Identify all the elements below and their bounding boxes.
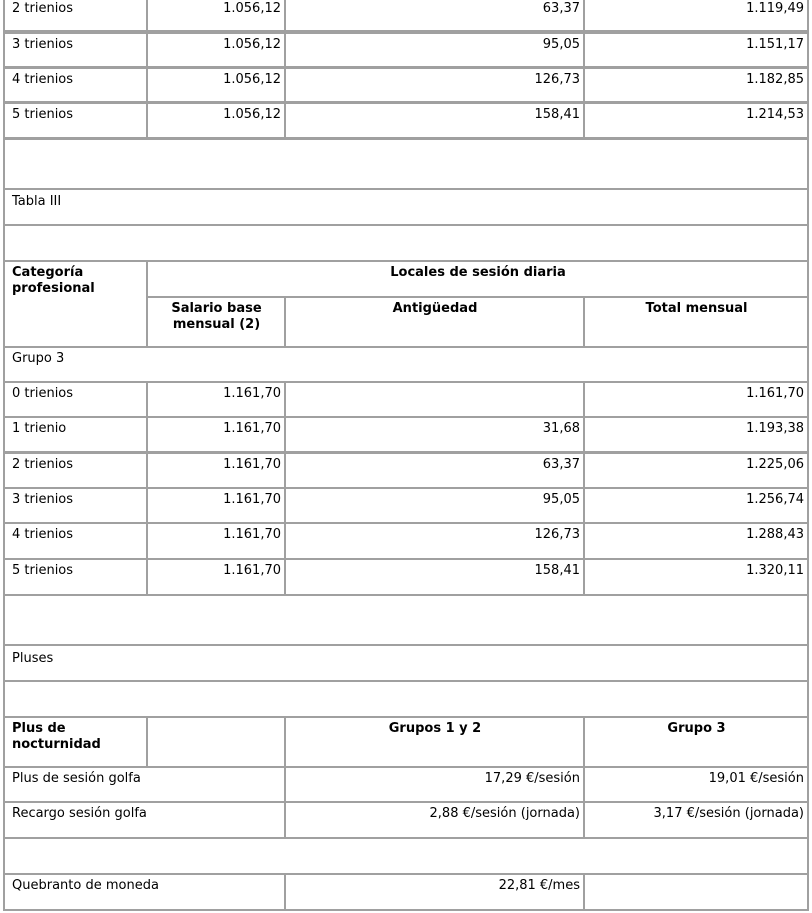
table-row [0, 381, 812, 418]
header-antiguedad: Antigüedad [284, 296, 585, 348]
empty-cell [3, 680, 809, 718]
row-label: Plus de sesión golfa [3, 766, 286, 803]
table-row [0, 0, 812, 32]
antiguedad-cell: 158,41 [284, 558, 585, 596]
salario-base-cell: 1.056,12 [146, 67, 286, 103]
total-cell: 1.256,74 [583, 487, 809, 524]
group-row [0, 346, 812, 383]
table-row [0, 416, 812, 453]
quebranto-label: Quebranto de moneda [3, 873, 286, 911]
table-row [0, 102, 812, 139]
table-row [0, 873, 812, 911]
total-cell: 1.161,70 [583, 381, 809, 418]
total-cell: 1.119,49 [583, 0, 809, 32]
table-row [0, 522, 812, 560]
antiguedad-cell [284, 381, 585, 418]
row-label: 2 trienios [3, 0, 148, 32]
antiguedad-cell: 158,41 [284, 102, 585, 139]
table-row [0, 801, 812, 839]
header-total-mensual: Total mensual [583, 296, 809, 348]
pluses-title: Pluses [3, 644, 809, 682]
table-header [0, 716, 812, 768]
salario-base-cell: 1.161,70 [146, 487, 286, 524]
empty-cell [146, 716, 286, 768]
row-label: Recargo sesión golfa [3, 801, 286, 839]
antiguedad-cell: 63,37 [284, 0, 585, 32]
salario-base-cell: 1.161,70 [146, 381, 286, 418]
row-label: 4 trienios [3, 522, 148, 560]
grupos-1-2-cell: 17,29 €/sesión [284, 766, 585, 803]
row-label: 3 trienios [3, 487, 148, 524]
total-cell: 1.182,85 [583, 67, 809, 103]
header-salario-base: Salario base mensual (2) [146, 296, 286, 348]
total-cell: 1.151,17 [583, 32, 809, 68]
antiguedad-cell: 95,05 [284, 32, 585, 68]
table-row [0, 67, 812, 103]
table-row [0, 766, 812, 803]
total-cell: 1.288,43 [583, 522, 809, 560]
spacer-row [0, 138, 812, 190]
header-locales-sesion-diaria: Locales de sesión diaria [146, 260, 809, 298]
grupo-3-cell: 19,01 €/sesión [583, 766, 809, 803]
antiguedad-cell: 31,68 [284, 416, 585, 453]
header-plus-nocturnidad: Plus de nocturnidad [3, 716, 148, 768]
salario-base-cell: 1.161,70 [146, 558, 286, 596]
empty-cell [3, 594, 809, 646]
grupos-1-2-cell: 2,88 €/sesión (jornada) [284, 801, 585, 839]
spacer-row [0, 837, 812, 875]
total-cell: 1.214,53 [583, 102, 809, 139]
antiguedad-cell: 95,05 [284, 487, 585, 524]
antiguedad-cell: 126,73 [284, 522, 585, 560]
empty-cell [583, 873, 809, 911]
row-label: 5 trienios [3, 558, 148, 596]
salario-base-cell: 1.161,70 [146, 452, 286, 489]
row-label: 1 trienio [3, 416, 148, 453]
empty-cell [3, 138, 809, 190]
spacer-row [0, 224, 812, 262]
row-label: 0 trienios [3, 381, 148, 418]
empty-cell [3, 224, 809, 262]
total-cell: 1.193,38 [583, 416, 809, 453]
table-row [0, 32, 812, 68]
tabla-iii-title: Tabla III [3, 188, 809, 226]
antiguedad-cell: 126,73 [284, 67, 585, 103]
grupo-3-cell: 3,17 €/sesión (jornada) [583, 801, 809, 839]
table-row [0, 558, 812, 596]
antiguedad-cell: 63,37 [284, 452, 585, 489]
salario-base-cell: 1.161,70 [146, 522, 286, 560]
section-title-row [0, 188, 812, 226]
salario-base-cell: 1.161,70 [146, 416, 286, 453]
salario-base-cell: 1.056,12 [146, 102, 286, 139]
table-header [0, 260, 812, 348]
total-cell: 1.225,06 [583, 452, 809, 489]
row-label: 4 trienios [3, 67, 148, 103]
table-row [0, 487, 812, 524]
row-label: 2 trienios [3, 452, 148, 489]
row-label: 5 trienios [3, 102, 148, 139]
salario-base-cell: 1.056,12 [146, 32, 286, 68]
table-row [0, 452, 812, 489]
header-grupos-1-2: Grupos 1 y 2 [284, 716, 585, 768]
total-cell: 1.320,11 [583, 558, 809, 596]
quebranto-value: 22,81 €/mes [284, 873, 585, 911]
salario-base-cell: 1.056,12 [146, 0, 286, 32]
header-categoria-profesional: Categoría profesional [3, 260, 148, 348]
spacer-row [0, 594, 812, 646]
group-label: Grupo 3 [3, 346, 809, 383]
section-title-row [0, 644, 812, 682]
header-grupo-3: Grupo 3 [583, 716, 809, 768]
empty-cell [3, 837, 809, 875]
row-label: 3 trienios [3, 32, 148, 68]
spacer-row [0, 680, 812, 718]
